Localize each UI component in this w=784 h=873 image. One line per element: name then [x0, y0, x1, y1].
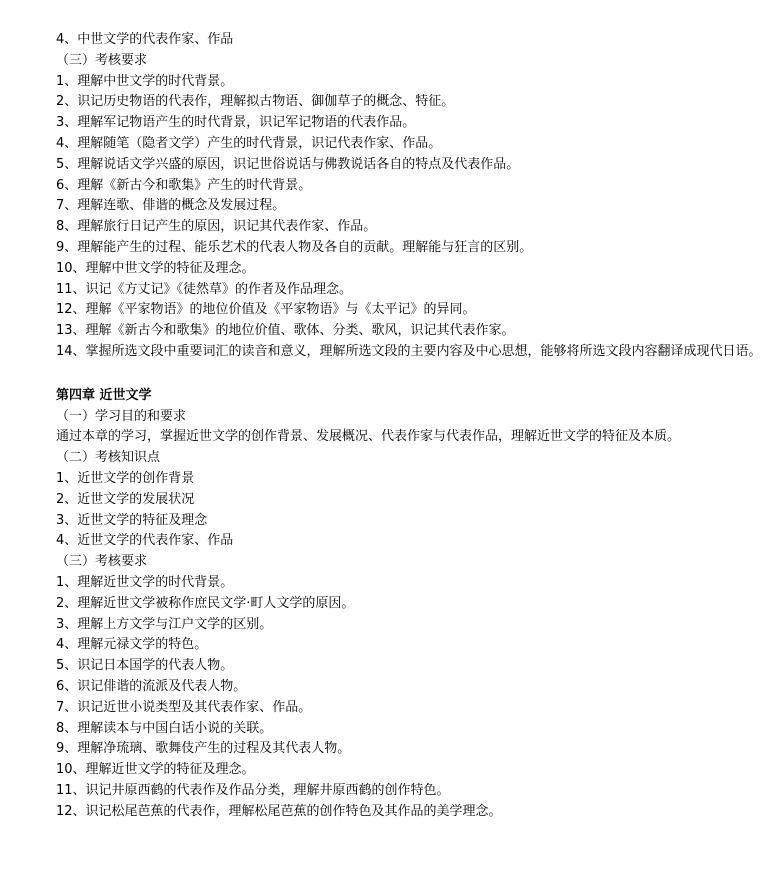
chapter4-objectives-heading: （一）学习目的和要求 [56, 408, 187, 424]
list-item: 6、理解《新古今和歌集》产生的时代背景。 [56, 177, 312, 193]
list-item: 4、理解元禄文学的特色。 [56, 637, 208, 653]
chapter4-knowledge-heading: （二）考核知识点 [56, 450, 161, 466]
list-item: 3、近世文学的特征及理念 [56, 512, 208, 528]
list-item: 7、识记近世小说类型及其代表作家、作品。 [56, 699, 312, 715]
list-item: 8、理解读本与中国白话小说的关联。 [56, 720, 273, 736]
section-gap [56, 363, 768, 386]
chapter-title: 第四章 近世文学 [56, 387, 152, 403]
list-item: 2、识记历史物语的代表作，理解拟古物语、御伽草子的概念、特征。 [56, 94, 455, 110]
part1-section-heading: （三）考核要求 [56, 52, 148, 68]
list-item: 5、识记日本国学的代表人物。 [56, 658, 234, 674]
part1-intro-item: 4、中世文学的代表作家、作品 [56, 32, 234, 47]
list-item: 1、近世文学的创作背景 [56, 470, 195, 486]
part1-requirements-list [56, 72, 768, 363]
list-item: 2、理解近世文学被称作庶民文学·町人文学的原因。 [56, 595, 355, 611]
list-item: 2、近世文学的发展状况 [56, 491, 195, 507]
list-item: 3、理解上方文学与江户文学的区别。 [56, 616, 273, 632]
list-item: 10、理解近世文学的特征及理念。 [56, 762, 255, 778]
list-item: 1、理解近世文学的时代背景。 [56, 574, 234, 590]
list-item: 4、理解随笔（隐者文学）产生的时代背景，识记代表作家、作品。 [56, 135, 442, 151]
list-item: 11、识记《方丈记》《徒然草》的作者及作品理念。 [56, 281, 353, 297]
list-item: 5、理解说话文学兴盛的原因，识记世俗说话与佛教说话各自的特点及代表作品。 [56, 156, 520, 172]
list-item: 9、理解净琉璃、歌舞伎产生的过程及其代表人物。 [56, 741, 351, 757]
list-item: 11、识记井原西鹤的代表作及作品分类，理解井原西鹤的创作特色。 [56, 782, 450, 798]
document-page [56, 30, 768, 822]
chapter4-requirements-list [56, 573, 768, 823]
list-item: 14、掌握所选文段中重要词汇的读音和意义，理解所选文段的主要内容及中心思想，能够将所选文段内容翻译成现代日语。 [56, 343, 762, 359]
list-item: 4、近世文学的代表作家、作品 [56, 533, 234, 549]
chapter4-requirements-heading: （三）考核要求 [56, 554, 148, 570]
list-item: 12、理解《平家物语》的地位价值及《平家物语》与《太平记》的异同。 [56, 302, 476, 318]
list-item: 10、理解中世文学的特征及理念。 [56, 260, 255, 276]
list-item: 9、理解能产生的过程、能乐艺术的代表人物及各自的贡献。理解能与狂言的区别。 [56, 239, 533, 255]
list-item: 1、理解中世文学的时代背景。 [56, 73, 234, 89]
chapter4-knowledge-list [56, 469, 768, 552]
list-item: 3、理解军记物语产生的时代背景，识记军记物语的代表作品。 [56, 115, 416, 131]
list-item: 6、识记俳谐的流派及代表人物。 [56, 678, 247, 694]
list-item: 8、理解旅行日记产生的原因，识记其代表作家、作品。 [56, 219, 377, 235]
chapter4-objectives-text: 通过本章的学习，掌握近世文学的创作背景、发展概况、代表作家与代表作品，理解近世文学的特征及本质。 [56, 429, 681, 445]
list-item: 7、理解连歌、俳谐的概念及发展过程。 [56, 198, 286, 214]
list-item: 13、理解《新古今和歌集》的地位价值、歌体、分类、歌风，识记其代表作家。 [56, 323, 515, 339]
list-item: 12、识记松尾芭蕉的代表作，理解松尾芭蕉的创作特色及其作品的美学理念。 [56, 803, 502, 819]
